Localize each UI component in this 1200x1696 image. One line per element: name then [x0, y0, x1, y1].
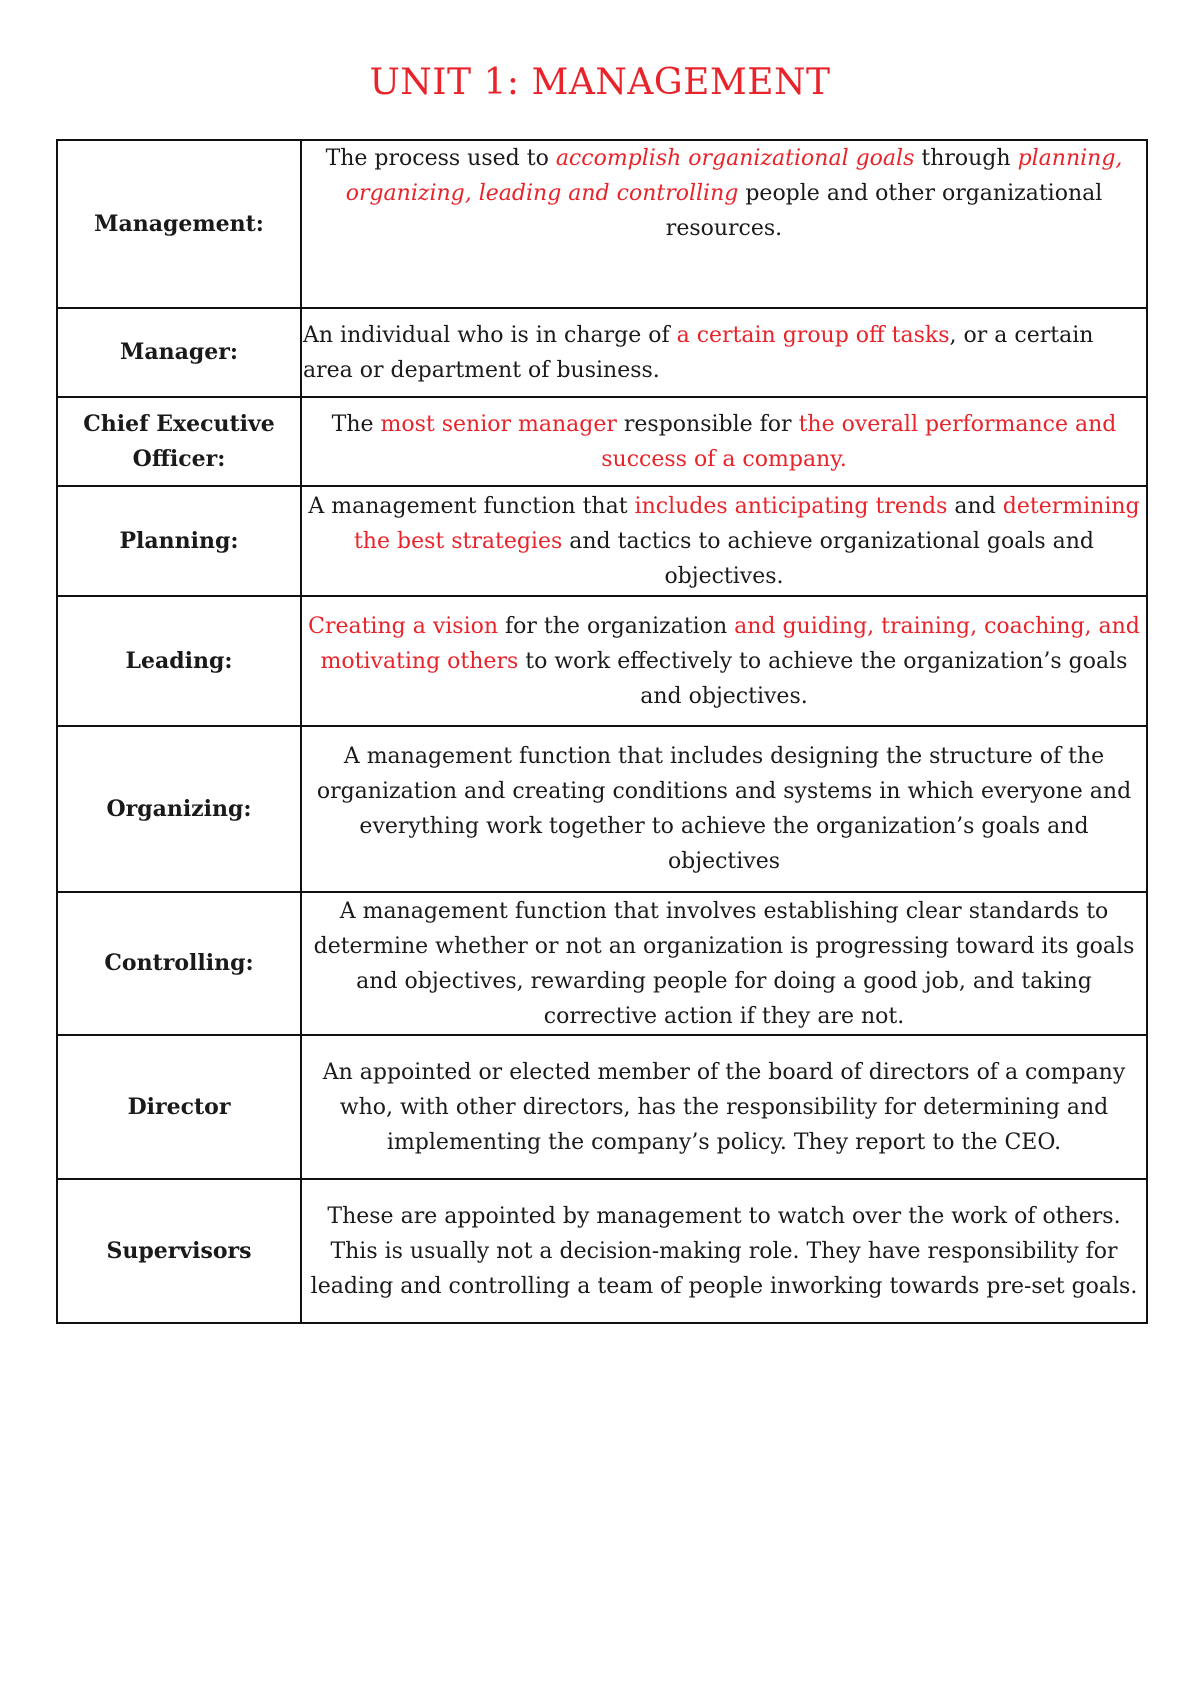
definition-cell: [301, 486, 1147, 596]
definition-text: The: [331, 411, 381, 437]
highlighted-text: a certain group off tasks: [676, 322, 950, 348]
definition-text: A management function that includes designing the structure of the organization and creating conditions and systems in which everyone and everything work together to achieve the organization’s goals and objectives: [316, 744, 1132, 874]
term-cell: Planning:: [57, 486, 301, 596]
highlighted-text: Creating a vision: [308, 613, 499, 639]
definition-cell: [301, 596, 1147, 726]
definition-text: responsible for: [616, 411, 799, 437]
definition-cell: [301, 140, 1147, 308]
definition-cell: [301, 726, 1147, 892]
definition-cell: [301, 1179, 1147, 1323]
definition-text: people and other organizational resources.: [665, 181, 1103, 241]
table-row: [57, 486, 1147, 596]
term-cell: Director: [57, 1035, 301, 1179]
definition-text: , or a certain area or department of business.: [303, 322, 1094, 383]
definition-text: to work effectively to achieve the organization’s goals and objectives.: [518, 648, 1128, 709]
highlighted-text: planning, organizing, leading and controlling: [345, 146, 1123, 206]
table-row: [57, 140, 1147, 308]
term-cell: Organizing:: [57, 726, 301, 892]
highlighted-text: and guiding, training, coaching, and motivating others: [320, 613, 1140, 674]
term-cell: Controlling:: [57, 892, 301, 1035]
definition-text: for the organization: [498, 613, 735, 639]
definition-text: These are appointed by management to watch over the work of others. This is usually not a decision-making role. They have responsibility for leading and controlling a team of people inworking towards pre-set goals.: [310, 1203, 1138, 1299]
table-row: [57, 596, 1147, 726]
table-row: [57, 726, 1147, 892]
highlighted-text: the overall performance and success of a company.: [601, 411, 1117, 472]
term-cell: Management:: [57, 140, 301, 308]
table-row: [57, 397, 1147, 486]
table-row: [57, 1035, 1147, 1179]
definition-text: and tactics to achieve organizational goals and objectives.: [562, 528, 1095, 589]
page-title: UNIT 1: MANAGEMENT: [369, 62, 831, 103]
definition-cell: [301, 308, 1147, 397]
table-row: [57, 1179, 1147, 1323]
definition-text: and: [947, 493, 1003, 519]
definition-cell: [301, 1035, 1147, 1179]
definition-text: A management function that involves establishing clear standards to determine whether or not an organization is progressing toward its goals and objectives, rewarding people for doing a good job, and taking corrective action if they are not.: [313, 898, 1135, 1029]
definition-text: The process used to: [325, 146, 556, 171]
term-cell: Leading:: [57, 596, 301, 726]
definition-text: An appointed or elected member of the board of directors of a company who, with other directors, has the responsibility for determining and implementing the company’s policy. They report to the CEO.: [322, 1059, 1126, 1155]
definition-cell: [301, 397, 1147, 486]
definition-text: An individual who is in charge of: [303, 322, 677, 348]
term-cell: Supervisors: [57, 1179, 301, 1323]
highlighted-text: determining the best strategies: [353, 493, 1140, 554]
definition-text: through: [914, 146, 1018, 171]
term-cell: Chief Executive Officer:: [57, 397, 301, 486]
definition-text: A management function that: [308, 493, 635, 519]
highlighted-text: most senior manager: [380, 411, 617, 437]
definitions-table: [56, 139, 1148, 1324]
definition-cell: [301, 892, 1147, 1035]
term-cell: Manager:: [57, 308, 301, 397]
highlighted-text: includes anticipating trends: [634, 493, 948, 519]
table-row: [57, 892, 1147, 1035]
table-row: [57, 308, 1147, 397]
highlighted-text: accomplish organizational goals: [555, 146, 915, 171]
